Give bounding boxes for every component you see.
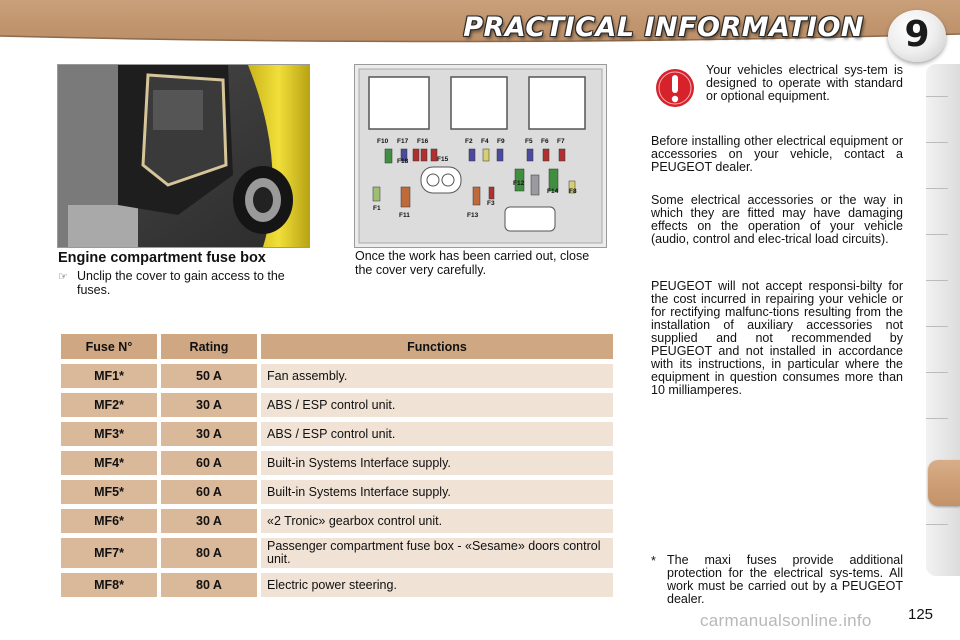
fuse-function: Electric power steering. [261,573,613,597]
fuse-id: MF6* [61,509,157,533]
fuse-rating: 30 A [161,393,257,417]
table-row [61,393,613,417]
warning-paragraph-3: Some electrical accessories or the way in which they are fitted may have damaging effects on the operation of your vehicle (audio, control and elec-trical load circuits). [651,193,903,246]
fuse-label-f16: F16 [417,138,429,145]
warning-paragraph-1: Your vehicles electrical sys-tem is designed to operate with standard or optional equipment. [706,63,903,103]
fuse-box-diagram [354,64,607,248]
exclamation-circle-icon [655,68,695,108]
fuse-shape [531,175,539,195]
table-row [61,422,613,446]
fuse-table [57,329,617,602]
fuse-label-f8: F8 [569,188,577,195]
fuse-label-f12: F12 [513,180,525,187]
fuse-function: ABS / ESP control unit. [261,422,613,446]
fuse-shape [473,187,480,205]
fuse-shape [543,149,549,161]
fuse-label-f6: F6 [541,138,549,145]
footnote-star: * [651,554,656,568]
instruction-text: Unclip the cover to gain access to the fuses. [77,269,285,297]
fuse-label-f4: F4 [481,138,489,145]
fusebox-caption: Once the work has been carried out, close the cover very carefully. [355,249,590,277]
fuse-shape [373,187,380,201]
tab-divider [926,188,948,189]
fuse-rating: 50 A [161,364,257,388]
header-fuse-number: Fuse N° [61,334,157,359]
table-header-row [61,334,613,359]
fuse-id: MF4* [61,451,157,475]
tab-divider [926,326,948,327]
fuse-label-f18: F18 [397,158,409,165]
fuse-shape [559,149,565,161]
section-title: Engine compartment fuse box [58,250,266,266]
tab-divider [926,524,948,525]
fuse-function: «2 Tronic» gearbox control unit. [261,509,613,533]
finger-pointing-icon: ☞ [58,271,68,283]
tab-divider [926,418,948,419]
tab-divider [926,96,948,97]
fuse-label-f15: F15 [437,156,449,163]
page-title: PRACTICAL INFORMATION [463,12,864,43]
fuse-id: MF2* [61,393,157,417]
fuse-shape [401,187,410,207]
active-chapter-tab[interactable] [928,460,960,506]
fuse-rating: 80 A [161,573,257,597]
fuse-shape [421,149,427,161]
chapter-number: 9 [904,14,930,55]
fuse-label-f3: F3 [487,200,495,207]
fuse-label-f11: F11 [399,212,410,219]
fuse-label-f5: F5 [525,138,533,145]
warning-paragraph-2: Before installing other electrical equipment or accessories on your vehicle, contact a PEUGEOT dealer. [651,134,903,174]
tab-divider [926,234,948,235]
table-row [61,573,613,597]
header-rating: Rating [161,334,257,359]
fuse-shape [385,149,392,163]
fuse-rating: 80 A [161,538,257,568]
footnote-text: The maxi fuses provide additional protection for the electrical sys-tems. All work must be carried out by a PEUGEOT dealer. [667,553,903,606]
fuse-id: MF5* [61,480,157,504]
table-row [61,480,613,504]
fuse-id: MF1* [61,364,157,388]
fuse-shape [469,149,475,161]
tab-divider [926,142,948,143]
tab-divider [926,280,948,281]
fuse-label-f10: F10 [377,138,389,145]
fuse-shape [497,149,503,161]
fuse-id: MF8* [61,573,157,597]
tab-divider [926,372,948,373]
fuse-rating: 60 A [161,451,257,475]
table-row [61,364,613,388]
fuse-label-f7: F7 [557,138,565,145]
fuse-label-f13: F13 [467,212,479,219]
fuse-label-f14: F14 [547,188,559,195]
table-row [61,509,613,533]
engine-compartment-photo [57,64,310,248]
table-row [61,538,613,568]
fuse-shape [527,149,533,161]
fuse-id: MF3* [61,422,157,446]
fuse-function: Built-in Systems Interface supply. [261,451,613,475]
fuse-label-f9: F9 [497,138,505,145]
fuse-label-f1: F1 [373,205,381,212]
fuse-rating: 30 A [161,422,257,446]
fuse-id: MF7* [61,538,157,568]
watermark: carmanualsonline.info [700,611,872,630]
fuse-rating: 60 A [161,480,257,504]
chapter-badge [888,10,946,62]
fuse-rating: 30 A [161,509,257,533]
page-number: 125 [908,606,934,623]
fuse-function: ABS / ESP control unit. [261,393,613,417]
fuse-function: Passenger compartment fuse box - «Sesame» doors control unit. [261,538,613,568]
warning-paragraph-4: PEUGEOT will not accept responsi-bilty for the cost incurred in repairing your vehicle or for rectifying malfunc-tions resulting from the installation of auxiliary accessories not supplied and not recommended by PEUGEOT and not installed in accordance with its instructions, in particular where the equipment in question consumes more than 10 milliamperes. [651,279,903,397]
fuse-shape [489,187,494,199]
fuse-label-f17: F17 [397,138,409,145]
fuse-shape [483,149,489,161]
fuse-label-f2: F2 [465,138,473,145]
fuse-function: Fan assembly. [261,364,613,388]
fuse-shape [413,149,419,161]
header-functions: Functions [261,334,613,359]
fuse-function: Built-in Systems Interface supply. [261,480,613,504]
table-row [61,451,613,475]
